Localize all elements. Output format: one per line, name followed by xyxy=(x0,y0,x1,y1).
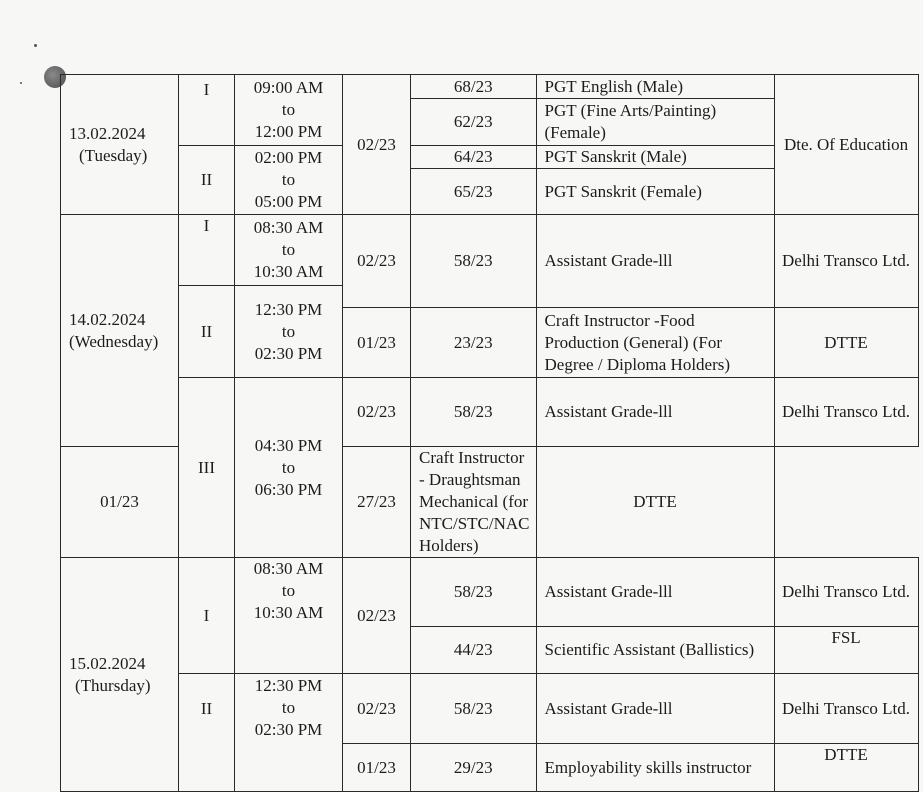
post-code-cell: 58/23 xyxy=(411,674,537,744)
time-start: 12:30 PM xyxy=(254,299,323,319)
time-cell xyxy=(235,75,343,146)
exam-date-cell xyxy=(61,558,179,792)
advt-no-cell: 01/23 xyxy=(61,447,179,558)
time-to: to xyxy=(281,240,296,259)
time-end: 02:30 PM xyxy=(254,343,323,363)
table-row xyxy=(61,674,919,744)
post-name-cell: PGT Sanskrit (Female) xyxy=(536,169,774,215)
time-end: 05:00 PM xyxy=(254,192,323,211)
shift-cell: I xyxy=(179,75,235,146)
time-start: 08:30 AM xyxy=(253,559,324,578)
post-code-cell: 44/23 xyxy=(411,627,537,674)
exam-date-cell xyxy=(61,75,179,215)
post-name-cell: Assistant Grade-lll xyxy=(536,558,774,627)
table-row xyxy=(61,75,919,99)
shift-cell: I xyxy=(179,215,235,286)
advt-no-cell: 01/23 xyxy=(343,308,411,378)
time-cell xyxy=(235,378,343,558)
exam-day: (Thursday) xyxy=(75,675,151,695)
advt-no-cell: 02/23 xyxy=(343,75,411,215)
exam-date: 15.02.2024 xyxy=(69,653,146,673)
time-cell xyxy=(235,286,343,378)
time-cell xyxy=(235,146,343,215)
scan-speck xyxy=(20,82,22,84)
exam-day: (Tuesday) xyxy=(79,145,148,165)
exam-date: 13.02.2024 xyxy=(69,123,146,143)
time-to: to xyxy=(281,100,296,119)
post-code-cell: 68/23 xyxy=(411,75,537,99)
exam-schedule-table xyxy=(60,74,919,792)
time-to: to xyxy=(281,170,296,189)
time-to: to xyxy=(281,581,296,600)
advt-no-cell: 02/23 xyxy=(343,378,411,447)
department-cell: Delhi Transco Ltd. xyxy=(774,378,918,447)
time-start: 04:30 PM xyxy=(254,435,323,455)
time-to: to xyxy=(281,698,296,717)
time-start: 02:00 PM xyxy=(254,148,323,167)
post-code-cell: 65/23 xyxy=(411,169,537,215)
time-start: 08:30 AM xyxy=(253,218,324,237)
advt-no-cell: 02/23 xyxy=(343,215,411,308)
department-cell: Dte. Of Education xyxy=(774,75,918,215)
post-code-cell: 27/23 xyxy=(343,447,411,558)
advt-no-cell: 01/23 xyxy=(343,744,411,792)
post-code-cell: 23/23 xyxy=(411,308,537,378)
time-end: 10:30 AM xyxy=(253,603,324,622)
shift-cell: II xyxy=(179,146,235,215)
time-start: 09:00 AM xyxy=(253,78,324,97)
time-start: 12:30 PM xyxy=(254,676,323,695)
post-code-cell: 58/23 xyxy=(411,215,537,308)
post-name-cell: Assistant Grade-lll xyxy=(536,674,774,744)
post-name-cell: PGT Sanskrit (Male) xyxy=(536,146,774,169)
time-to: to xyxy=(281,457,296,477)
exam-day: (Wednesday) xyxy=(69,331,159,351)
department-cell: Delhi Transco Ltd. xyxy=(774,558,918,627)
post-name-cell: Scientific Assistant (Ballistics) xyxy=(536,627,774,674)
time-end: 02:30 PM xyxy=(254,720,323,739)
table-row xyxy=(61,378,919,447)
scan-speck xyxy=(34,44,37,47)
advt-no-cell: 02/23 xyxy=(343,674,411,744)
shift-cell: I xyxy=(179,558,235,674)
exam-date-cell xyxy=(61,215,179,447)
department-cell: DTTE xyxy=(774,744,918,792)
shift-cell: II xyxy=(179,674,235,792)
shift-cell: II xyxy=(179,286,235,378)
time-end: 06:30 PM xyxy=(254,479,323,499)
post-name-cell: Employability skills instructor xyxy=(536,744,774,792)
exam-date: 14.02.2024 xyxy=(69,309,146,329)
post-code-cell: 29/23 xyxy=(411,744,537,792)
department-cell: DTTE xyxy=(774,308,918,378)
post-name-cell: Assistant Grade-lll xyxy=(536,378,774,447)
post-name-cell: Craft Instructor -Food Production (General) (For Degree / Diploma Holders) xyxy=(536,308,774,378)
shift-cell: III xyxy=(179,378,235,558)
department-cell: FSL xyxy=(774,627,918,674)
table-row xyxy=(61,558,919,627)
time-cell xyxy=(235,674,343,792)
post-code-cell: 62/23 xyxy=(411,99,537,146)
department-cell: Delhi Transco Ltd. xyxy=(774,215,918,308)
post-code-cell: 64/23 xyxy=(411,146,537,169)
time-cell xyxy=(235,558,343,674)
department-cell: DTTE xyxy=(536,447,774,558)
post-name-cell: Craft Instructor - Draughtsman Mechanical (for NTC/STC/NAC Holders) xyxy=(411,447,537,558)
post-name-cell: Assistant Grade-lll xyxy=(536,215,774,308)
table-row xyxy=(61,215,919,286)
advt-no-cell: 02/23 xyxy=(343,558,411,674)
post-name-cell: PGT (Fine Arts/Painting) (Female) xyxy=(536,99,774,146)
post-code-cell: 58/23 xyxy=(411,558,537,627)
post-code-cell: 58/23 xyxy=(411,378,537,447)
time-cell xyxy=(235,215,343,286)
time-end: 12:00 PM xyxy=(254,122,323,141)
time-to: to xyxy=(281,321,296,341)
time-end: 10:30 AM xyxy=(253,262,324,281)
department-cell: Delhi Transco Ltd. xyxy=(774,674,918,744)
post-name-cell: PGT English (Male) xyxy=(536,75,774,99)
